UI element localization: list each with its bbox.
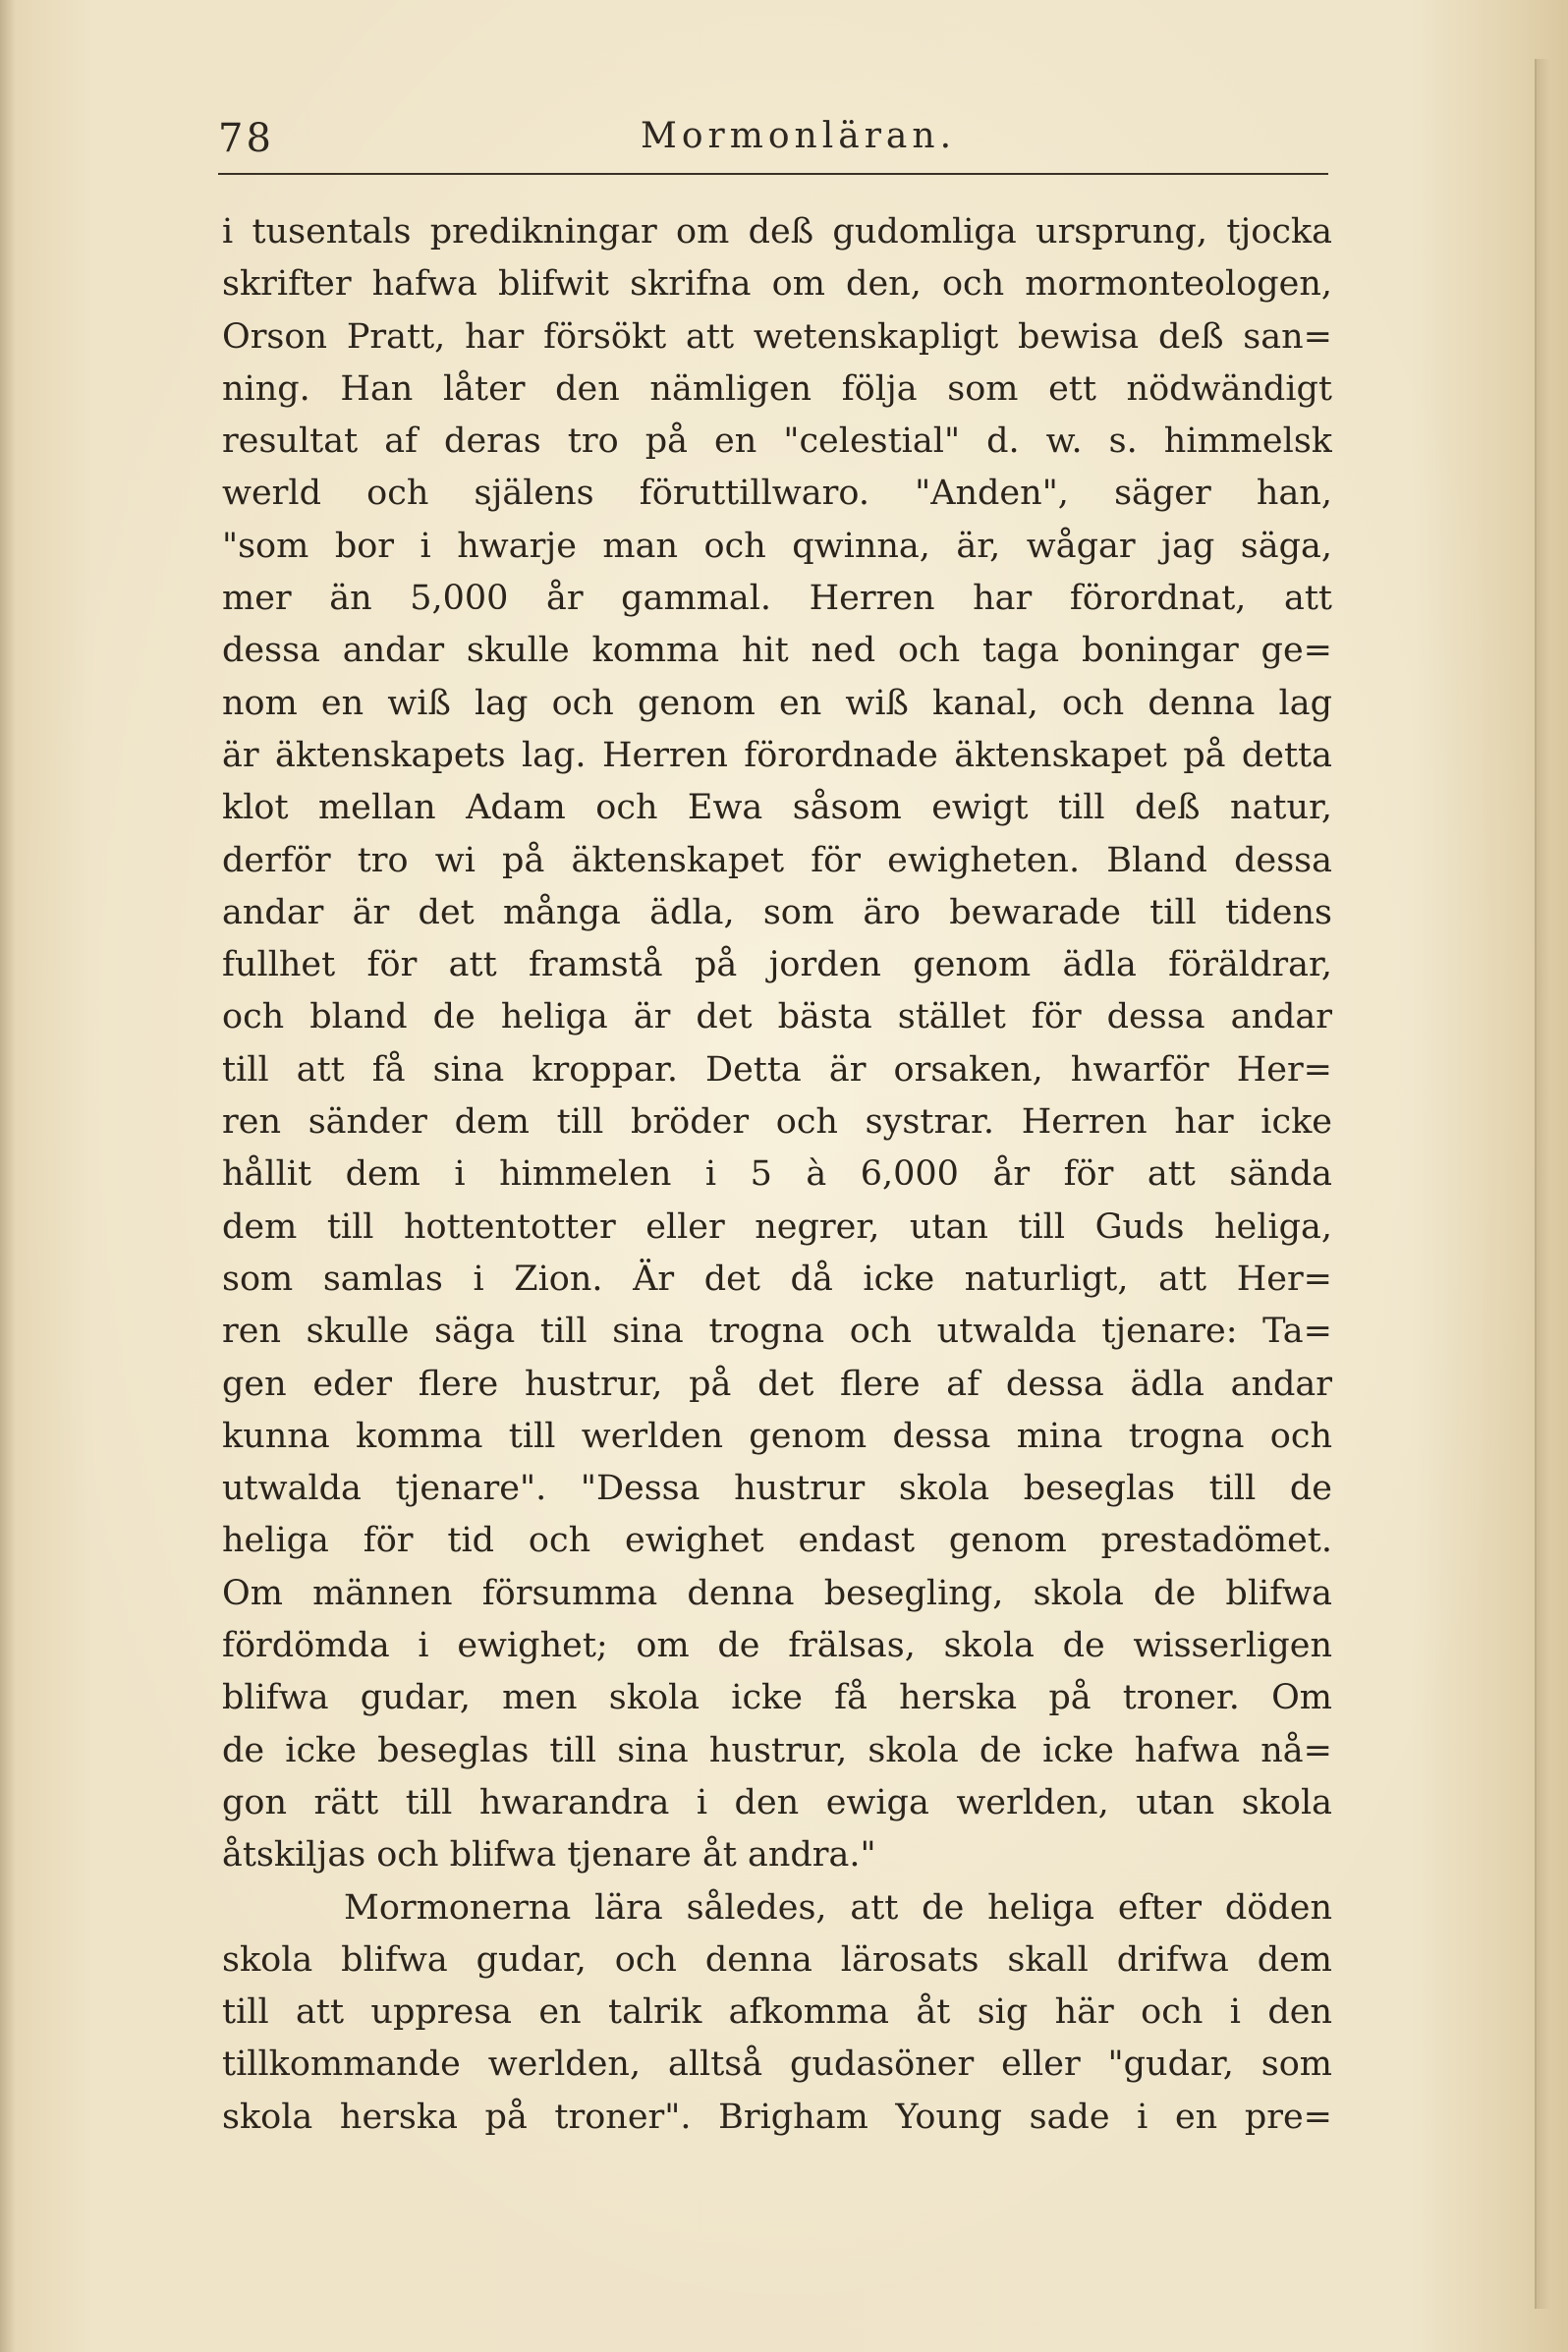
text-line: "som bor i hwarje man och qwinna, är, wågar jag säga, — [222, 526, 1332, 566]
running-title: Mormonläran. — [641, 116, 957, 156]
text-line: dessa andar skulle komma hit ned och taga boningar ge= — [222, 631, 1332, 671]
text-line: gon rätt till hwarandra i den ewiga werlden, utan skola — [222, 1782, 1332, 1822]
text-line: werld och själens föruttillwaro. "Anden", säger han, — [222, 474, 1332, 514]
text-line: gen eder flere hustrur, på det flere af dessa ädla andar — [222, 1364, 1332, 1404]
text-line: ren sänder dem till bröder och systrar. Herren har icke — [222, 1102, 1332, 1143]
gutter-shadow — [0, 0, 16, 2352]
text-line: nom en wiß lag och genom en wiß kanal, och denna lag — [222, 683, 1332, 723]
text-line: fullhet för att framstå på jorden genom ädla föräldrar, — [222, 945, 1332, 985]
text-line: dem till hottentotter eller negrer, utan till Guds heliga, — [222, 1206, 1332, 1247]
text-line: heliga för tid och ewighet endast genom prestadömet. — [222, 1521, 1332, 1561]
text-line: och bland de heliga är det bästa stället för dessa andar — [222, 997, 1332, 1037]
text-line: hållit dem i himmelen i 5 à 6,000 år för att sända — [222, 1154, 1332, 1195]
text-line: fördömda i ewighet; om de frälsas, skola de wisserligen — [222, 1626, 1332, 1666]
text-line: är äktenskapets lag. Herren förordnade äktenskapet på detta — [222, 735, 1332, 775]
text-line: Om männen försumma denna besegling, skola de blifwa — [222, 1573, 1332, 1613]
text-line: blifwa gudar, men skola icke få herska på troner. Om — [222, 1678, 1332, 1718]
text-line: åtskiljas och blifwa tjenare åt andra." — [222, 1835, 876, 1876]
text-line: till att uppresa en talrik afkomma åt sig här och i den — [222, 1992, 1332, 2033]
text-line: till att få sina kroppar. Detta är orsaken, hwarför Her= — [222, 1049, 1332, 1090]
text-line: de icke beseglas till sina hustrur, skola de icke hafwa nå= — [222, 1730, 1332, 1770]
text-line: skola blifwa gudar, och denna lärosats skall drifwa dem — [222, 1939, 1332, 1980]
text-line: Orson Pratt, har försökt att wetenskapligt bewisa deß san= — [222, 316, 1332, 357]
text-line: som samlas i Zion. Är det då icke naturligt, att Her= — [222, 1259, 1332, 1299]
text-line: skrifter hafwa blifwit skrifna om den, och mormonteologen, — [222, 264, 1332, 305]
running-head — [218, 116, 1328, 171]
text-line: kunna komma till werlden genom dessa mina trogna och — [222, 1416, 1332, 1456]
page-number: 78 — [218, 116, 274, 161]
paragraph-start-line: Mormonerna lära således, att de heliga efter döden — [344, 1887, 1332, 1928]
text-line: andar är det många ädla, som äro bewarade till tidens — [222, 892, 1332, 932]
text-line: mer än 5,000 år gammal. Herren har förordnat, att — [222, 579, 1332, 619]
text-line: resultat af deras tro på en "celestial" d. w. s. himmelsk — [222, 421, 1332, 462]
body-text — [222, 206, 1332, 2144]
text-line: skola herska på troner". Brigham Young sade i en pre= — [222, 2097, 1332, 2137]
text-line: utwalda tjenare". "Dessa hustrur skola beseglas till de — [222, 1469, 1332, 1509]
page-edge — [1535, 59, 1550, 2309]
text-line: derför tro wi på äktenskapet för ewigheten. Bland dessa — [222, 840, 1332, 880]
header-rule — [218, 173, 1328, 175]
text-line: ren skulle säga till sina trogna och utwalda tjenare: Ta= — [222, 1312, 1332, 1352]
text-line: i tusentals predikningar om deß gudomliga ursprung, tjocka — [222, 212, 1332, 252]
text-line: tillkommande werlden, alltså gudasöner eller "gudar, som — [222, 2044, 1332, 2085]
text-line: klot mellan Adam och Ewa såsom ewigt till deß natur, — [222, 788, 1332, 828]
text-line: ning. Han låter den nämligen följa som ett nödwändigt — [222, 368, 1332, 409]
